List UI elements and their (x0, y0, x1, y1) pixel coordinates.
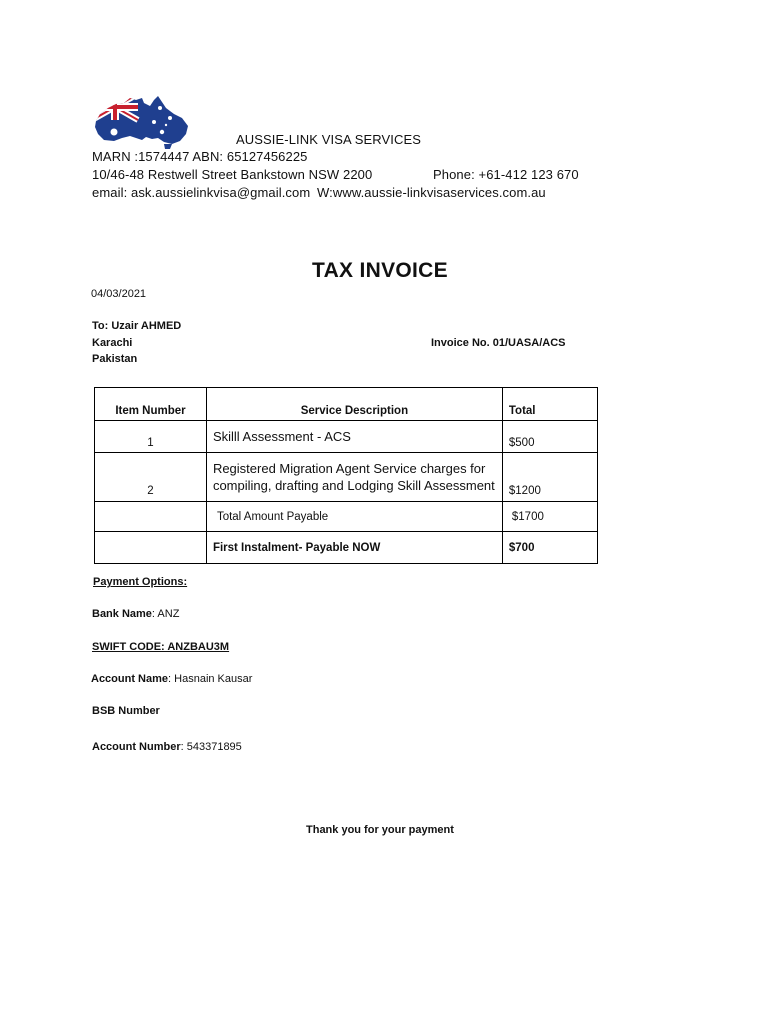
company-phone: Phone: +61-412 123 670 (433, 167, 579, 182)
payment-options-heading: Payment Options: (93, 576, 188, 588)
invoice-title: TAX INVOICE (312, 259, 448, 282)
total-label: Total Amount Payable (206, 502, 502, 532)
instalment-row (95, 532, 598, 564)
bsb-number-label: BSB Number (92, 705, 160, 717)
bank-name-label: Bank Name (92, 608, 152, 620)
table-header-row (95, 388, 598, 421)
row-total: $1200 (502, 453, 597, 502)
instalment-label: First Instalment- Payable NOW (206, 532, 502, 564)
header-service-description: Service Description (206, 388, 502, 421)
service-description (206, 453, 502, 502)
company-email: email: ask.aussielinkvisa@gmail.com (92, 185, 311, 200)
service-description: Skilll Assessment - ACS (206, 421, 502, 453)
swift-code: SWIFT CODE: ANZBAU3M (92, 641, 230, 653)
account-number-value: : 543371895 (180, 741, 242, 753)
company-name: AUSSIE-LINK VISA SERVICES (236, 132, 422, 147)
description-line-1: Registered Migration Agent Service charges for (212, 461, 486, 476)
empty-cell (95, 532, 207, 564)
company-address: 10/46-48 Restwell Street Bankstown NSW 2200 (92, 167, 373, 182)
bank-name (92, 608, 179, 620)
recipient-name: To: Uzair AHMED (92, 320, 182, 332)
invoice-date: 04/03/2021 (91, 288, 147, 300)
company-website: W:www.aussie-linkvisaservices.com.au (317, 185, 546, 200)
description-line-2: compiling, drafting and Lodging Skill Assessment (212, 478, 495, 493)
row-total: $500 (502, 421, 597, 453)
item-number: 1 (95, 421, 207, 453)
instalment-value: $700 (502, 532, 597, 564)
table-row (95, 421, 598, 453)
header-total: Total (502, 388, 597, 421)
account-name-label: Account Name (91, 673, 169, 685)
recipient-country: Pakistan (92, 353, 138, 365)
account-number (92, 741, 242, 753)
marn-abn: MARN :1574447 ABN: 65127456225 (92, 149, 308, 164)
table-row (95, 453, 598, 502)
account-number-label: Account Number (92, 741, 181, 753)
header-item-number: Item Number (95, 388, 207, 421)
recipient-city: Karachi (92, 337, 133, 349)
australia-flag-map-logo (92, 94, 190, 150)
total-value: $1700 (502, 502, 597, 532)
empty-cell (95, 502, 207, 532)
thank-you-note: Thank you for your payment (306, 824, 454, 836)
item-number: 2 (95, 453, 207, 502)
invoice-number: Invoice No. 01/UASA/ACS (431, 337, 566, 349)
account-name (91, 673, 252, 685)
invoice-table (94, 387, 598, 564)
bank-name-value: : ANZ (151, 608, 180, 620)
total-row (95, 502, 598, 532)
account-name-value: : Hasnain Kausar (168, 673, 253, 685)
